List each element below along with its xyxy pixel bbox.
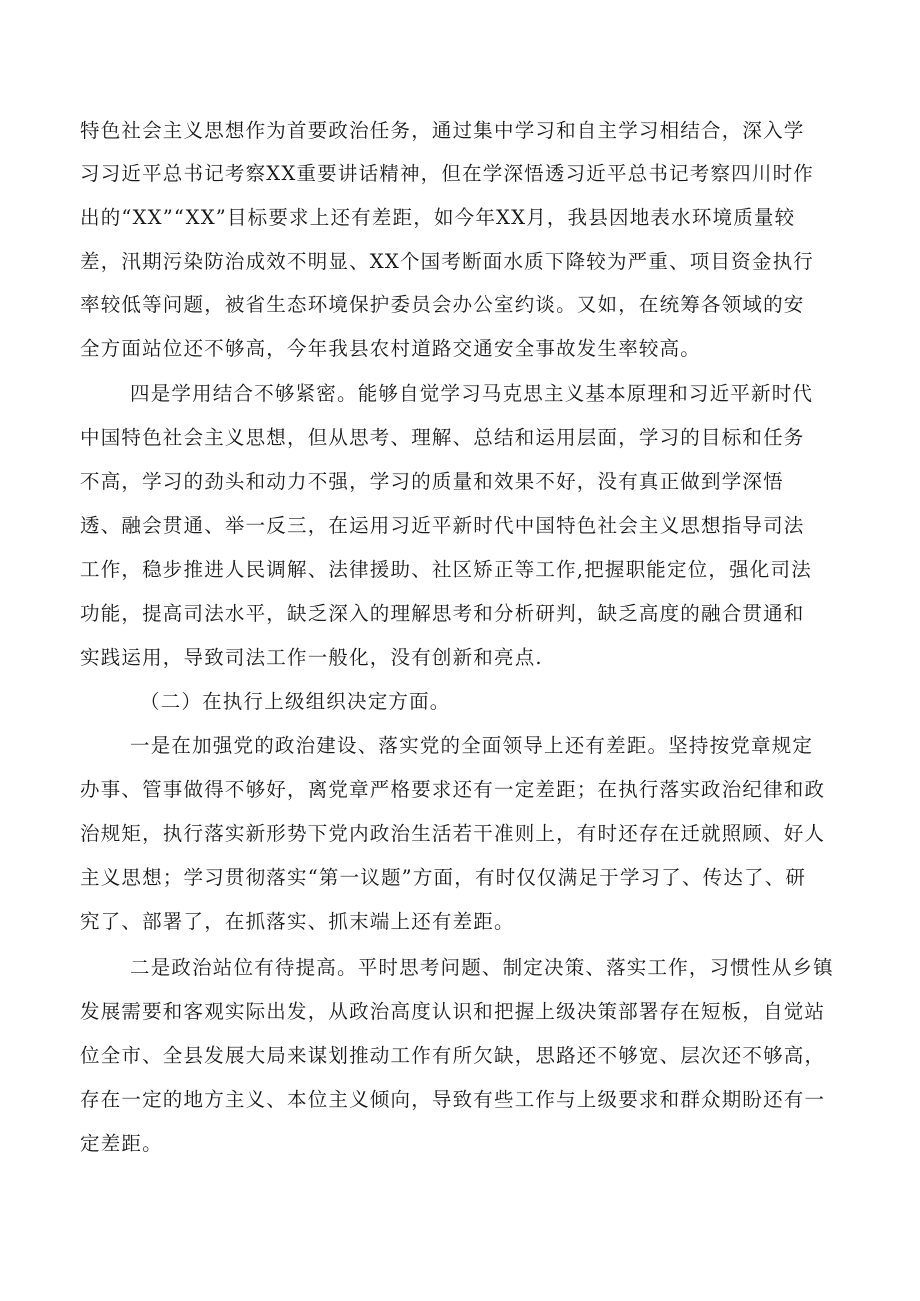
text-line: 四是学用结合不够紧密。能够自觉学习马克思主义基本原理和习近平新时代 xyxy=(130,382,814,405)
text-line: 究了、部署了，在抓落实、抓末端上还有差距。 xyxy=(80,910,515,933)
text-line: 特色社会主义思想作为首要政治任务，通过集中学习和自主学习相结合，深入学 xyxy=(80,119,805,142)
text-line: 主义思想；学习贯彻落实“第一议题”方面，有时仅仅满足于学习了、传达了、研 xyxy=(80,866,807,889)
text-line: 发展需要和客观实际出发，从政治高度认识和把握上级决策部署存在短板，自觉站 xyxy=(80,1000,826,1023)
text-line: 治规矩，执行落实新形势下党内政治生活若干准则上，有时还存在迁就照顾、好人 xyxy=(80,822,826,845)
text-line: 办事、管事做得不够好，离党章严格要求还有一定差距；在执行落实政治纪律和政 xyxy=(80,778,826,801)
text-line: 率较低等问题，被省生态环境保护委员会办公室约谈。又如，在统筹各领域的安 xyxy=(80,293,805,316)
text-line: 工作，稳步推进人民调解、法律援助、社区矫正等工作,把握职能定位，强化司法 xyxy=(80,558,812,581)
text-line: 习习近平总书记考察XX重要讲话精神，但在学深悟透习近平总书记考察四川时作 xyxy=(80,162,814,185)
section-heading: （二）在执行上级组织决定方面。 xyxy=(140,690,451,713)
text-line: 中国特色社会主义思想，但从思考、理解、总结和运用层面，学习的目标和任务 xyxy=(80,426,805,449)
text-line: 二是政治站位有待提高。平时思考问题、制定决策、落实工作，习惯性从乡镇 xyxy=(130,956,834,979)
text-line: 出的“XX”“XX”目标要求上还有差距，如今年XX月，我县因地表水环境质量较 xyxy=(80,206,796,229)
text-line: 差，汛期污染防治成效不明显、XX个国考断面水质下降较为严重、项目资金执行 xyxy=(80,250,814,273)
text-line: 不高，学习的劲头和动力不强，学习的质量和效果不好，没有真正做到学深悟 xyxy=(80,470,784,493)
text-line: 透、融会贯通、举一反三，在运用习近平新时代中国特色社会主义思想指导司法 xyxy=(80,514,805,537)
text-line: 定差距。 xyxy=(80,1132,163,1155)
text-line: 实践运用，导致司法工作一般化，没有创新和亮点. xyxy=(80,646,543,669)
text-line: 功能，提高司法水平，缺乏深入的理解思考和分析研判，缺乏高度的融合贯通和 xyxy=(80,602,805,625)
text-line: 一是在加强党的政治建设、落实党的全面领导上还有差距。坚持按党章规定 xyxy=(130,734,814,757)
text-line: 全方面站位还不够高，今年我县农村道路交通安全事故发生率较高。 xyxy=(80,337,702,360)
text-line: 存在一定的地方主义、本位主义倾向，导致有些工作与上级要求和群众期盼还有一 xyxy=(80,1088,826,1111)
text-line: 位全市、全县发展大局来谋划推动工作有所欠缺，思路还不够宽、层次还不够高， xyxy=(80,1044,826,1067)
